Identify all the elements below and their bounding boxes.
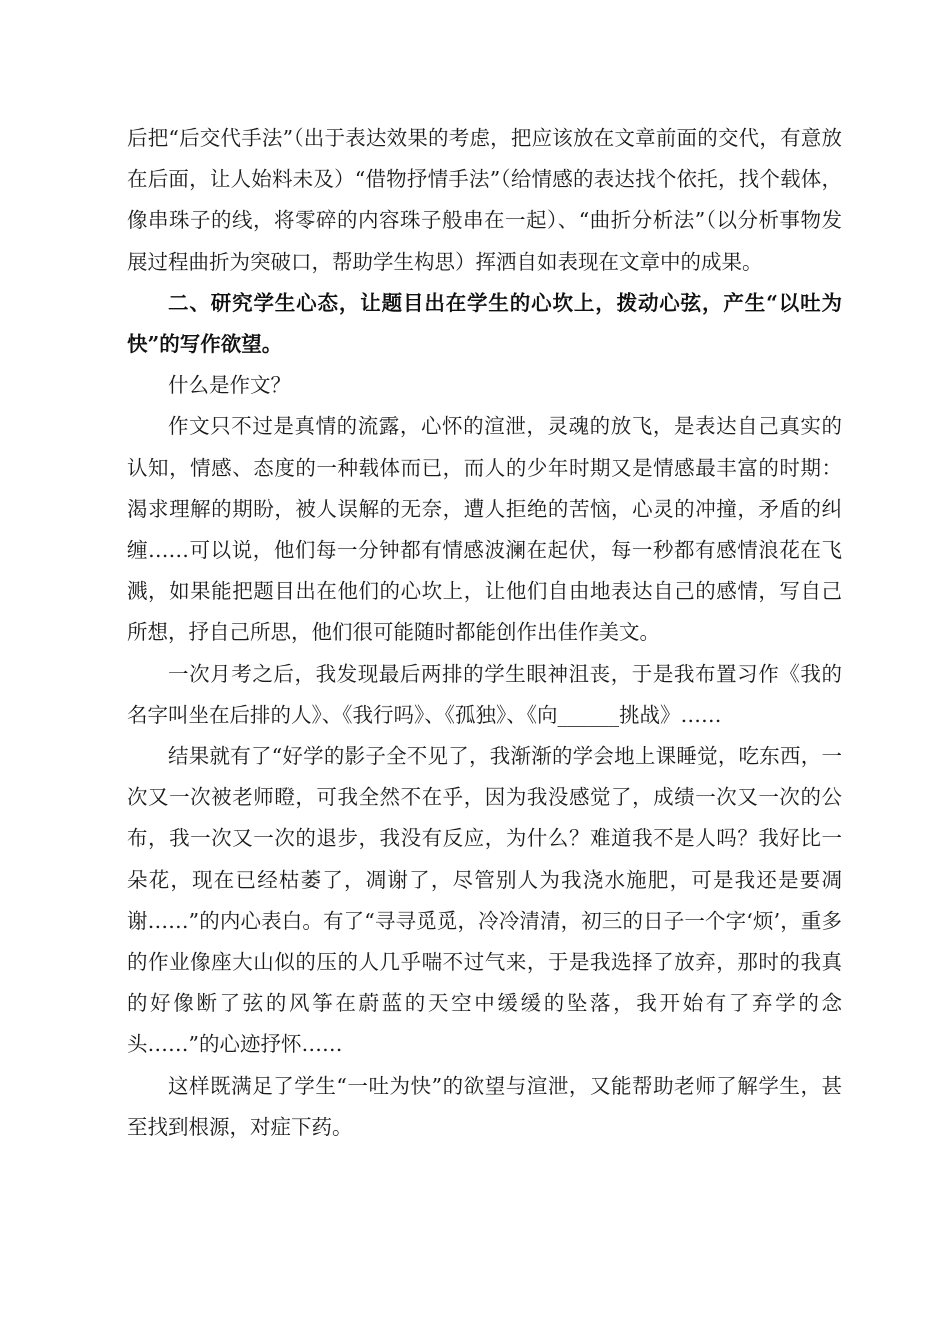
paragraph-results: 结果就有了“好学的影子全不见了，我渐渐的学会地上课睡觉，吃东西，一次又一次被老师瞪，可我全然不在乎，因为我没感觉了，成绩一次又一次的公布，我一次又一次的退步，我没有反应，为什么？难道我不是人吗？我好比一朵花，现在已经枯萎了，凋谢了，尽管别人为我浇水施肥，可是我还是要凋谢……”的内心表白。有了“寻寻觅觅，冷冷清清，初三的日子一个字‘烦’，重多的作业像座大山似的压的人几乎喘不过气来，于是我选择了放弃，那时的我真的好像断了弦的风筝在蔚蓝的天空中缓缓的坠落，我开始有了弃学的念头……”的心迹抒怀…… bbox=[127, 744, 842, 1057]
paragraph-assignment: 一次月考之后，我发现最后两排的学生眼神沮丧，于是我布置习作《我的名字叫坐在后排的人》、《我行吗》、《孤独》、《向______挑战》…… bbox=[127, 661, 842, 727]
section-heading: 二、研究学生心态，让题目出在学生的心坎上，拨动心弦，产生“以吐为快”的写作欲望。 bbox=[127, 290, 842, 357]
document-body bbox=[127, 118, 842, 1148]
paragraph-definition: 作文只不过是真情的流露，心怀的渲泄，灵魂的放飞，是表达自己真实的认知，情感、态度的一种载体而已，而人的少年时期又是情感最丰富的时期：渴求理解的期盼，被人误解的无奈，遭人拒绝的苦恼，心灵的冲撞，矛盾的纠缠……可以说，他们每一分钟都有情感波澜在起伏，每一秒都有感情浪花在飞溅，如果能把题目出在他们的心坎上，让他们自由地表达自己的感情，写自己所想，抒自己所思，他们很可能随时都能创作出佳作美文。 bbox=[127, 414, 842, 645]
paragraph-conclusion: 这样既满足了学生“一吐为快”的欲望与渲泄，又能帮助老师了解学生，甚至找到根源，对症下药。 bbox=[127, 1073, 842, 1139]
paragraph-question: 什么是作文？ bbox=[168, 373, 291, 398]
paragraph-continuation: 后把“后交代手法”（出于表达效果的考虑，把应该放在文章前面的交代，有意放在后面，让人始料未及）“借物抒情手法”（给情感的表达找个依托，找个载体，像串珠子的线，将零碎的内容珠子般串在一起）、“曲折分析法”（以分析事物发展过程曲折为突破口，帮助学生构思）挥洒自如表现在文章中的成果。 bbox=[127, 126, 842, 274]
